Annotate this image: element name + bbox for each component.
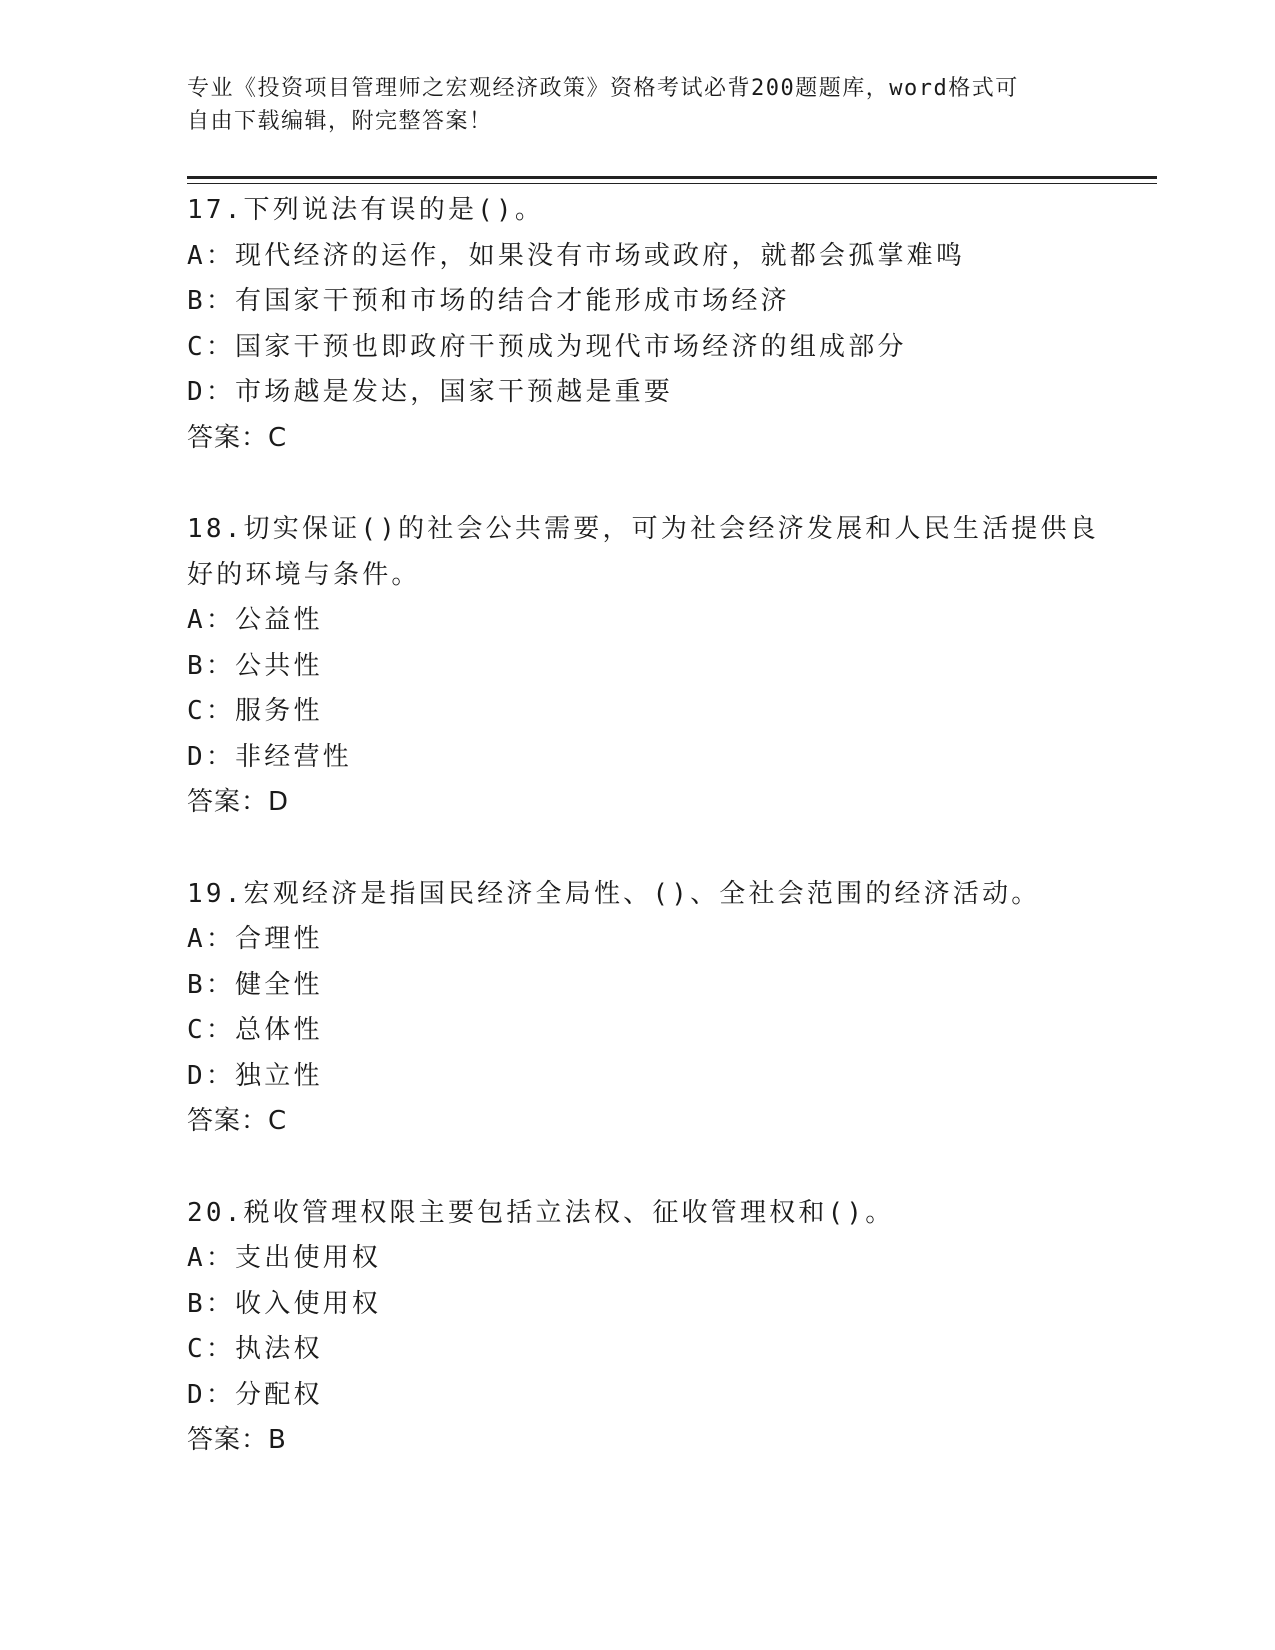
option-d: D：市场越是发达，国家干预越是重要 (187, 377, 674, 407)
answer-line: 答案：C (187, 422, 288, 453)
option-c: C：总体性 (187, 1015, 323, 1045)
header-title-line-1: 专业《投资项目管理师之宏观经济政策》资格考试必背200题题库，word格式可 (187, 76, 1019, 101)
option-c: C：执法权 (187, 1334, 323, 1364)
option-b: B：健全性 (187, 969, 323, 1000)
question-stem-line-1: 18.切实保证()的社会公共需要，可为社会经济发展和人民生活提供良 (187, 514, 1099, 544)
option-a: A：支出使用权 (187, 1243, 382, 1273)
option-a: A：现代经济的运作，如果没有市场或政府，就都会孤掌难鸣 (187, 240, 966, 271)
option-d: D：非经营性 (187, 741, 352, 772)
question-stem-line-2: 好的环境与条件。 (187, 559, 421, 590)
question-20 (187, 1191, 1087, 1464)
answer-line: 答案：B (187, 1425, 287, 1455)
question-stem: 20.税收管理权限主要包括立法权、征收管理权和()。 (187, 1197, 895, 1228)
header-title-line-2: 自由下载编辑，附完整答案！ (187, 109, 493, 134)
question-19 (187, 872, 1087, 1145)
question-stem: 19.宏观经济是指国民经济全局性、()、全社会范围的经济活动。 (187, 878, 1041, 909)
option-a: A：合理性 (187, 924, 323, 954)
answer-line: 答案：C (187, 1106, 288, 1136)
option-b: B：公共性 (187, 650, 323, 681)
document-header (187, 72, 1087, 138)
header-divider-thin (187, 183, 1157, 184)
option-a: A：公益性 (187, 605, 323, 635)
option-b: B：有国家干预和市场的结合才能形成市场经济 (187, 286, 790, 316)
option-b: B：收入使用权 (187, 1288, 382, 1319)
question-list (187, 188, 1099, 1510)
option-c: C：服务性 (187, 696, 323, 726)
question-18 (187, 507, 1099, 826)
answer-line: 答案：D (187, 787, 290, 817)
question-stem: 17.下列说法有误的是()。 (187, 195, 545, 225)
option-d: D：独立性 (187, 1060, 323, 1091)
header-divider-thick (187, 176, 1157, 179)
option-d: D：分配权 (187, 1379, 323, 1410)
question-17 (187, 188, 1087, 461)
option-c: C：国家干预也即政府干预成为现代市场经济的组成部分 (187, 331, 907, 362)
